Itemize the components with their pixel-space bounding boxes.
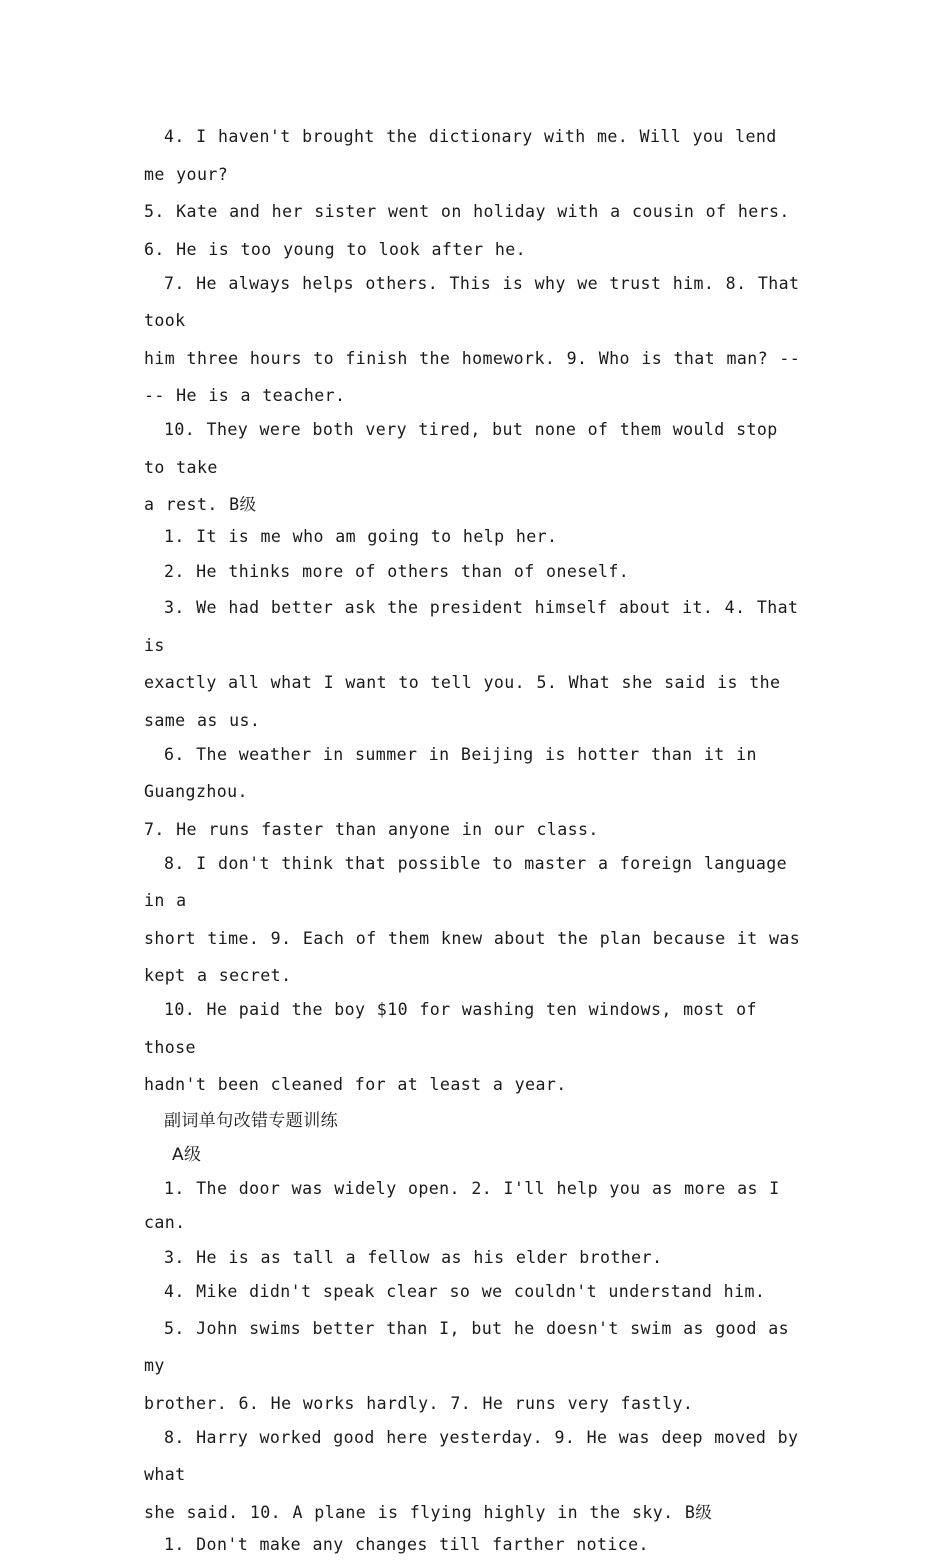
paragraph-line: 8. I don't think that possible to master a foreign language in a <box>144 854 787 911</box>
paragraph-line: 7. He always helps others. This is why we trust him. 8. That took <box>144 274 799 331</box>
pronoun-b-q6-q7 <box>144 736 808 849</box>
adverb-a-q5-q7 <box>144 1310 808 1423</box>
paragraph-q4-q6 <box>144 118 808 268</box>
paragraph-text: a rest. B级 <box>144 495 257 514</box>
paragraph-text: brother. 6. He works hardly. 7. He runs very fastly. <box>144 1394 693 1413</box>
pronoun-b-q1: 1. It is me who am going to help her. <box>144 520 808 555</box>
paragraph-line: 4. I haven't brought the dictionary with me. Will you lend me your? <box>144 127 777 184</box>
adverb-a-q4: 4. Mike didn't speak clear so we couldn't understand him. <box>144 1275 808 1310</box>
pronoun-b-q8-q9 <box>144 845 808 995</box>
adverb-a-q3: 3. He is as tall a fellow as his elder brother. <box>144 1241 808 1276</box>
pronoun-b-q3-q5 <box>144 589 808 739</box>
paragraph-line: 5. John swims better than I, but he doesn't swim as good as my <box>144 1319 789 1376</box>
section-heading: 副词单句改错专题训练 <box>144 1104 808 1138</box>
paragraph-text: exactly all what I want to tell you. 5. What she said is the same as us. <box>144 673 780 730</box>
paragraph-line: 10. He paid the boy $10 for washing ten windows, most of those <box>144 1000 757 1057</box>
paragraph-line: 8. Harry worked good here yesterday. 9. He was deep moved by what <box>144 1428 798 1485</box>
paragraph-text: 5. Kate and her sister went on holiday with a cousin of hers. 6. He is too young to look after he. <box>144 202 790 259</box>
paragraph-q7-q9 <box>144 265 808 415</box>
paragraph-text: she said. 10. A plane is flying highly in the sky. B级 <box>144 1503 712 1522</box>
paragraph-text: short time. 9. Each of them knew about the plan because it was kept a secret. <box>144 929 800 986</box>
adverb-a-q8-q10 <box>144 1419 808 1532</box>
paragraph-text: him three hours to finish the homework. 9. Who is that man? ---- He is a teacher. <box>144 349 800 406</box>
paragraph-line: 6. The weather in summer in Beijing is hotter than it in Guangzhou. <box>144 745 757 802</box>
adverb-a-q1-q2: 1. The door was widely open. 2. I'll help you as more as I can. <box>144 1172 808 1241</box>
paragraph-line: 3. We had better ask the president himself about it. 4. That is <box>144 598 798 655</box>
pronoun-b-q2: 2. He thinks more of others than of oneself. <box>144 555 808 590</box>
document-body <box>144 118 808 1562</box>
paragraph-line: 10. They were both very tired, but none of them would stop to take <box>144 420 778 477</box>
adverb-b-q1: 1. Don't make any changes till farther notice. <box>144 1528 808 1562</box>
paragraph-q10 <box>144 411 808 524</box>
pronoun-b-q10 <box>144 991 808 1104</box>
paragraph-text: 7. He runs faster than anyone in our class. <box>144 820 599 839</box>
level-label-a: A级 <box>144 1138 808 1172</box>
paragraph-text: hadn't been cleaned for at least a year. <box>144 1075 567 1094</box>
